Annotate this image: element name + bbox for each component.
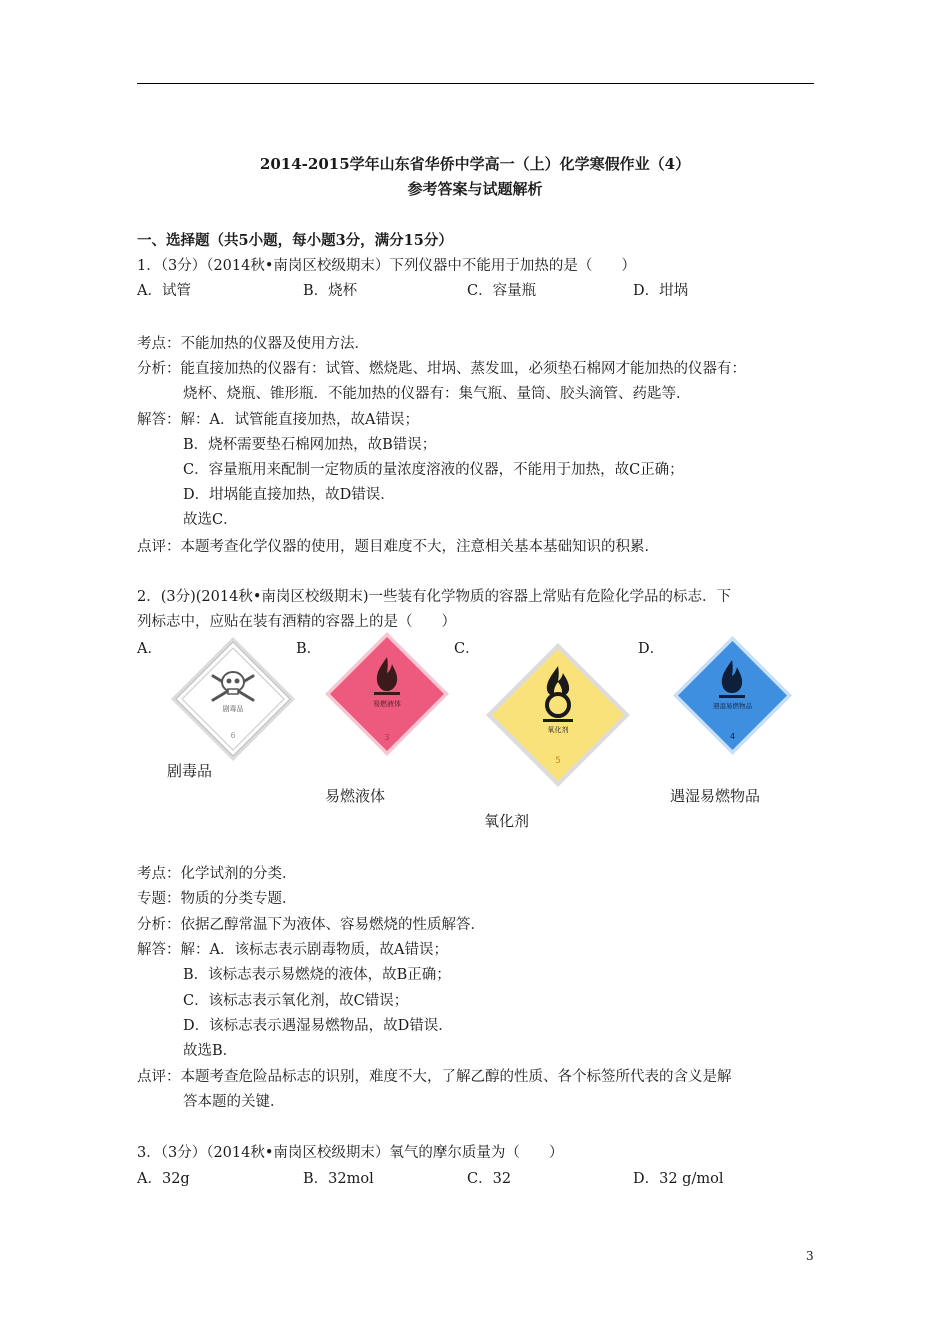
question-1-stem: 1．（3分）（2014秋•南岗区校级期末）下列仪器中不能用于加热的是（ ）	[137, 258, 636, 274]
question-2-option-b-letter: B．	[296, 641, 322, 657]
sign-b-caption: 易燃液体	[325, 787, 386, 805]
top-rule	[137, 83, 814, 84]
question-2-option-d-letter: D．	[638, 641, 665, 657]
question-1-jieda-line3: C．容量瓶用来配制一定物质的量浓度溶液的仪器，不能用于加热，故C正确；	[183, 462, 684, 478]
question-2-dianping-line1: 点评：本题考查危险品标志的识别，难度不大，了解乙醇的性质、各个标签所代表的含义是解	[137, 1069, 732, 1085]
question-1-jieda-line5: 故选C．	[183, 512, 238, 528]
question-3-option-b: B．32mol	[303, 1171, 374, 1187]
question-2-stem-line2: 列标志中，应贴在装有酒精的容器上的是（ ）	[137, 614, 456, 630]
document-subtitle: 参考答案与试题解析	[407, 180, 543, 198]
question-2-kaodian: 考点：化学试剂的分类．	[137, 866, 297, 882]
question-1-fenxi-line1: 分析：能直接加热的仪器有：试管、燃烧匙、坩埚、蒸发皿，必须垫石棉网才能加热的仪器有：	[137, 361, 746, 377]
sign-d-caption: 遇湿易燃物品	[670, 787, 761, 805]
question-1-jieda-line2: B．烧杯需要垫石棉网加热，故B错误；	[183, 437, 437, 453]
question-1-jieda-line4: D．坩埚能直接加热，故D错误．	[183, 487, 395, 503]
sign-d-inner-label: 遇湿易燃物品	[713, 702, 752, 710]
question-1-kaodian: 考点：不能加热的仪器及使用方法．	[137, 336, 369, 352]
question-3-option-c: C．32	[467, 1171, 512, 1187]
sign-c-inner-label: 氧化剂	[547, 726, 569, 734]
section-heading: 一、选择题（共5小题，每小题3分，满分15分）	[137, 232, 453, 249]
question-3-option-d: D．32 g/mol	[633, 1171, 724, 1187]
question-1-jieda-line1: 解答：解：A．试管能直接加热，故A错误；	[137, 412, 419, 428]
question-1-option-b: B．烧杯	[303, 283, 358, 299]
sign-b-class-number: 3	[384, 733, 390, 742]
question-3-option-a: A．32g	[137, 1171, 190, 1187]
sign-c-class-number: 5	[555, 756, 561, 766]
question-2-jieda-line4: D．该标志表示遇湿易燃物品，故D错误．	[183, 1018, 453, 1034]
page-number: 3	[806, 1249, 814, 1263]
question-2-dianping-line2: 答本题的关键．	[183, 1094, 285, 1110]
question-2-fenxi: 分析：依据乙醇常温下为液体、容易燃烧的性质解答．	[137, 917, 485, 933]
question-1-option-c: C．容量瓶	[467, 283, 537, 299]
question-2-option-c-letter: C．	[454, 641, 480, 657]
sign-b-inner-label: 易燃液体	[373, 700, 401, 708]
question-2-stem-line1: 2．(3分)(2014秋•南岗区校级期末)一些装有化学物质的容器上常贴有危险化学品的标志．下	[137, 589, 732, 605]
question-2-jieda-line5: 故选B．	[183, 1043, 238, 1059]
question-1-dianping: 点评：本题考查化学仪器的使用，题目难度不大，注意相关基本基础知识的积累．	[137, 539, 659, 555]
hazard-sign-flammable-liquid	[322, 629, 452, 759]
question-2-jieda-line1: 解答：解：A．该标志表示剧毒物质，故A错误；	[137, 942, 448, 958]
question-2-jieda-line2: B．该标志表示易燃烧的液体，故B正确；	[183, 967, 451, 983]
sign-a-caption: 剧毒品	[167, 762, 213, 780]
question-1-option-d: D．坩埚	[633, 283, 689, 299]
hazard-sign-oxidizer	[483, 640, 633, 790]
hazard-sign-dangerous-when-wet	[670, 633, 795, 758]
question-2-option-a-letter: A．	[137, 641, 162, 657]
question-1-fenxi-line2: 烧杯、烧瓶、锥形瓶．不能加热的仪器有：集气瓶、量筒、胶头滴管、药匙等．	[183, 386, 691, 402]
sign-a-inner-label: 剧毒品	[222, 705, 244, 713]
question-2-jieda-line3: C．该标志表示氧化剂，故C错误；	[183, 993, 409, 1009]
question-1-option-a: A．试管	[137, 283, 191, 299]
document-title: 2014-2015学年山东省华侨中学高一（上）化学寒假作业（4）	[259, 155, 691, 173]
question-2-zhuanti: 专题：物质的分类专题．	[137, 891, 297, 907]
question-3-stem: 3．（3分）（2014秋•南岗区校级期末）氧气的摩尔质量为（ ）	[137, 1145, 564, 1161]
sign-a-class-number: 6	[230, 731, 236, 740]
hazard-sign-toxic	[168, 634, 298, 764]
sign-c-caption: 氧化剂	[484, 812, 530, 830]
sign-d-class-number: 4	[729, 732, 736, 741]
